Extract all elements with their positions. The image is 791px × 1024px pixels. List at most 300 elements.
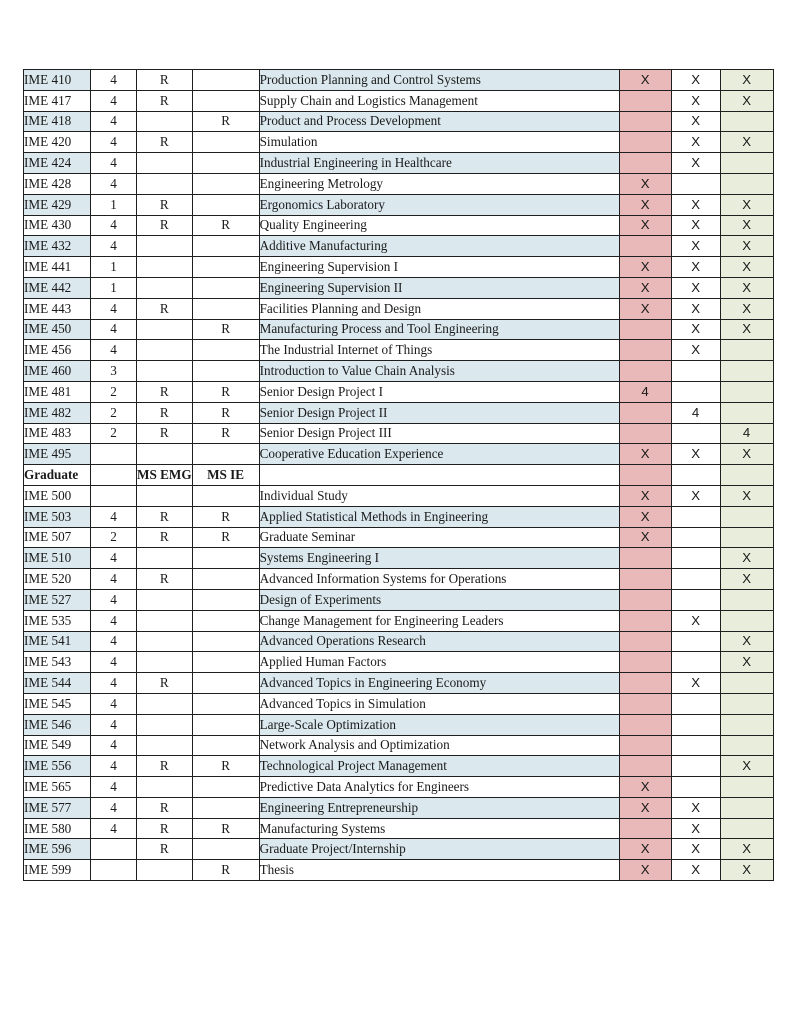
ms-ie-requirement	[192, 173, 259, 194]
graduate-header-row	[24, 465, 774, 486]
track-a-mark	[619, 111, 671, 132]
ms-emg-requirement	[137, 361, 193, 382]
ms-ie-requirement	[192, 90, 259, 111]
course-row	[24, 319, 774, 340]
ms-ie-requirement	[192, 132, 259, 153]
course-row	[24, 298, 774, 319]
ms-emg-requirement: R	[137, 569, 193, 590]
course-row	[24, 756, 774, 777]
course-code: IME 432	[24, 236, 91, 257]
track-b-mark: X	[671, 319, 720, 340]
track-a-mark: X	[619, 70, 671, 91]
course-row	[24, 111, 774, 132]
track-b-mark	[671, 631, 720, 652]
course-code: IME 500	[24, 485, 91, 506]
track-c-mark: X	[720, 298, 773, 319]
course-credits: 4	[91, 548, 137, 569]
ms-ie-requirement	[192, 153, 259, 174]
course-credits: 3	[91, 361, 137, 382]
ms-emg-requirement	[137, 548, 193, 569]
track-b-mark	[671, 777, 720, 798]
course-row	[24, 423, 774, 444]
course-title: Graduate Seminar	[259, 527, 619, 548]
course-row	[24, 485, 774, 506]
course-code: IME 556	[24, 756, 91, 777]
ms-ie-requirement: R	[192, 818, 259, 839]
track-a-mark	[619, 402, 671, 423]
ms-emg-requirement	[137, 693, 193, 714]
track-c-mark: X	[720, 756, 773, 777]
ms-emg-requirement: R	[137, 194, 193, 215]
ms-emg-requirement: R	[137, 423, 193, 444]
graduate-header-col-b	[671, 465, 720, 486]
graduate-header-title	[259, 465, 619, 486]
track-b-mark: X	[671, 90, 720, 111]
course-row	[24, 527, 774, 548]
ms-ie-requirement	[192, 797, 259, 818]
ms-ie-requirement: R	[192, 215, 259, 236]
course-title: Systems Engineering I	[259, 548, 619, 569]
track-a-mark	[619, 610, 671, 631]
upper-division-rows	[24, 70, 774, 465]
course-credits: 4	[91, 693, 137, 714]
ms-emg-requirement	[137, 610, 193, 631]
course-code: IME 483	[24, 423, 91, 444]
course-credits: 2	[91, 381, 137, 402]
ms-emg-requirement	[137, 111, 193, 132]
track-b-mark	[671, 506, 720, 527]
track-b-mark: X	[671, 277, 720, 298]
graduate-header-col-a	[619, 465, 671, 486]
track-c-mark: X	[720, 548, 773, 569]
course-credits: 1	[91, 194, 137, 215]
course-row	[24, 173, 774, 194]
ms-ie-requirement	[192, 714, 259, 735]
course-code: IME 546	[24, 714, 91, 735]
course-title: Predictive Data Analytics for Engineers	[259, 777, 619, 798]
course-row	[24, 652, 774, 673]
ms-ie-header: MS IE	[192, 465, 259, 486]
track-b-mark: X	[671, 444, 720, 465]
course-credits: 2	[91, 423, 137, 444]
track-a-mark: X	[619, 173, 671, 194]
ms-emg-requirement: R	[137, 797, 193, 818]
course-code: IME 443	[24, 298, 91, 319]
ms-ie-requirement	[192, 548, 259, 569]
track-b-mark: X	[671, 818, 720, 839]
course-title: Technological Project Management	[259, 756, 619, 777]
track-c-mark	[720, 673, 773, 694]
course-credits: 4	[91, 714, 137, 735]
ms-ie-requirement	[192, 777, 259, 798]
graduate-header-col-c	[720, 465, 773, 486]
course-credits: 4	[91, 90, 137, 111]
ms-ie-requirement: R	[192, 111, 259, 132]
track-b-mark: X	[671, 860, 720, 881]
track-c-mark: X	[720, 319, 773, 340]
course-row	[24, 444, 774, 465]
track-c-mark: X	[720, 839, 773, 860]
ms-ie-requirement	[192, 298, 259, 319]
track-a-mark	[619, 589, 671, 610]
course-row	[24, 257, 774, 278]
track-b-mark: X	[671, 236, 720, 257]
ms-emg-header: MS EMG	[137, 465, 193, 486]
track-c-mark	[720, 527, 773, 548]
course-credits: 4	[91, 673, 137, 694]
course-title: The Industrial Internet of Things	[259, 340, 619, 361]
course-row	[24, 194, 774, 215]
course-row	[24, 381, 774, 402]
ms-ie-requirement	[192, 610, 259, 631]
ms-ie-requirement: R	[192, 527, 259, 548]
ms-emg-requirement	[137, 257, 193, 278]
course-title: Advanced Topics in Simulation	[259, 693, 619, 714]
ms-emg-requirement	[137, 277, 193, 298]
track-a-mark	[619, 569, 671, 590]
ms-emg-requirement	[137, 860, 193, 881]
course-title: Engineering Supervision I	[259, 257, 619, 278]
track-a-mark: X	[619, 444, 671, 465]
ms-emg-requirement: R	[137, 506, 193, 527]
course-credits: 4	[91, 777, 137, 798]
track-b-mark	[671, 548, 720, 569]
ms-ie-requirement: R	[192, 402, 259, 423]
course-title: Network Analysis and Optimization	[259, 735, 619, 756]
track-c-mark: X	[720, 444, 773, 465]
course-title: Ergonomics Laboratory	[259, 194, 619, 215]
track-b-mark: X	[671, 194, 720, 215]
track-a-mark	[619, 756, 671, 777]
ms-emg-requirement: R	[137, 298, 193, 319]
course-title: Engineering Entrepreneurship	[259, 797, 619, 818]
track-b-mark	[671, 423, 720, 444]
track-a-mark: X	[619, 527, 671, 548]
ms-ie-requirement: R	[192, 319, 259, 340]
track-c-mark	[720, 610, 773, 631]
course-code: IME 596	[24, 839, 91, 860]
track-a-mark	[619, 714, 671, 735]
ms-emg-requirement	[137, 589, 193, 610]
ms-emg-requirement: R	[137, 402, 193, 423]
course-credits: 4	[91, 215, 137, 236]
course-row	[24, 673, 774, 694]
course-title: Change Management for Engineering Leaders	[259, 610, 619, 631]
track-c-mark	[720, 714, 773, 735]
ms-ie-requirement	[192, 485, 259, 506]
course-title: Advanced Operations Research	[259, 631, 619, 652]
course-credits: 4	[91, 132, 137, 153]
ms-ie-requirement	[192, 652, 259, 673]
ms-emg-requirement: R	[137, 818, 193, 839]
course-code: IME 545	[24, 693, 91, 714]
ms-emg-requirement	[137, 714, 193, 735]
course-row	[24, 860, 774, 881]
course-credits: 4	[91, 340, 137, 361]
course-credits: 4	[91, 111, 137, 132]
graduate-header-section	[24, 465, 774, 486]
ms-ie-requirement	[192, 361, 259, 382]
track-a-mark	[619, 319, 671, 340]
track-b-mark	[671, 589, 720, 610]
course-code: IME 527	[24, 589, 91, 610]
track-a-mark	[619, 236, 671, 257]
track-c-mark: X	[720, 277, 773, 298]
course-code: IME 424	[24, 153, 91, 174]
course-code: IME 565	[24, 777, 91, 798]
course-row	[24, 839, 774, 860]
track-b-mark: X	[671, 340, 720, 361]
course-title: Additive Manufacturing	[259, 236, 619, 257]
track-c-mark: X	[720, 70, 773, 91]
course-code: IME 510	[24, 548, 91, 569]
ms-emg-requirement: R	[137, 381, 193, 402]
ms-ie-requirement	[192, 839, 259, 860]
ms-ie-requirement: R	[192, 381, 259, 402]
ms-ie-requirement: R	[192, 860, 259, 881]
ms-emg-requirement	[137, 236, 193, 257]
ms-ie-requirement	[192, 340, 259, 361]
course-credits: 4	[91, 735, 137, 756]
course-title: Industrial Engineering in Healthcare	[259, 153, 619, 174]
course-code: IME 481	[24, 381, 91, 402]
course-row	[24, 631, 774, 652]
course-row	[24, 818, 774, 839]
course-title: Manufacturing Process and Tool Engineering	[259, 319, 619, 340]
ms-ie-requirement	[192, 257, 259, 278]
track-b-mark: X	[671, 215, 720, 236]
ms-ie-requirement	[192, 236, 259, 257]
course-credits: 2	[91, 402, 137, 423]
track-a-mark: X	[619, 257, 671, 278]
ms-emg-requirement: R	[137, 673, 193, 694]
course-title: Applied Human Factors	[259, 652, 619, 673]
ms-ie-requirement	[192, 735, 259, 756]
course-title: Large-Scale Optimization	[259, 714, 619, 735]
track-c-mark: X	[720, 90, 773, 111]
track-b-mark: X	[671, 111, 720, 132]
course-code: IME 520	[24, 569, 91, 590]
course-credits: 4	[91, 506, 137, 527]
course-credits: 4	[91, 631, 137, 652]
track-b-mark	[671, 652, 720, 673]
course-credits: 4	[91, 319, 137, 340]
course-code: IME 495	[24, 444, 91, 465]
ms-emg-requirement: R	[137, 215, 193, 236]
track-c-mark: X	[720, 485, 773, 506]
track-b-mark	[671, 173, 720, 194]
ms-ie-requirement	[192, 569, 259, 590]
track-c-mark: X	[720, 569, 773, 590]
track-c-mark	[720, 111, 773, 132]
course-credits	[91, 860, 137, 881]
course-row	[24, 277, 774, 298]
course-code: IME 418	[24, 111, 91, 132]
course-title: Manufacturing Systems	[259, 818, 619, 839]
track-c-mark: X	[720, 215, 773, 236]
course-row	[24, 777, 774, 798]
track-a-mark	[619, 423, 671, 444]
course-title: Supply Chain and Logistics Management	[259, 90, 619, 111]
track-c-mark: 4	[720, 423, 773, 444]
course-credits: 4	[91, 298, 137, 319]
track-c-mark	[720, 153, 773, 174]
course-title: Senior Design Project II	[259, 402, 619, 423]
track-c-mark	[720, 506, 773, 527]
course-credits: 4	[91, 569, 137, 590]
course-code: IME 599	[24, 860, 91, 881]
track-b-mark	[671, 381, 720, 402]
track-b-mark	[671, 693, 720, 714]
course-code: IME 544	[24, 673, 91, 694]
track-a-mark: X	[619, 277, 671, 298]
course-row	[24, 506, 774, 527]
track-a-mark: X	[619, 485, 671, 506]
course-title: Quality Engineering	[259, 215, 619, 236]
track-a-mark	[619, 652, 671, 673]
track-c-mark	[720, 693, 773, 714]
course-credits: 4	[91, 652, 137, 673]
track-c-mark: X	[720, 132, 773, 153]
track-a-mark: X	[619, 298, 671, 319]
course-credits: 4	[91, 797, 137, 818]
track-b-mark	[671, 735, 720, 756]
course-code: IME 410	[24, 70, 91, 91]
track-b-mark: X	[671, 132, 720, 153]
track-a-mark: X	[619, 506, 671, 527]
course-credits: 4	[91, 818, 137, 839]
track-a-mark: X	[619, 777, 671, 798]
ms-ie-requirement	[192, 693, 259, 714]
ms-ie-requirement	[192, 444, 259, 465]
course-title: Cooperative Education Experience	[259, 444, 619, 465]
track-c-mark	[720, 797, 773, 818]
course-title: Product and Process Development	[259, 111, 619, 132]
course-code: IME 543	[24, 652, 91, 673]
track-a-mark	[619, 631, 671, 652]
track-b-mark	[671, 527, 720, 548]
track-a-mark: X	[619, 194, 671, 215]
course-row	[24, 236, 774, 257]
track-b-mark: X	[671, 485, 720, 506]
course-row	[24, 215, 774, 236]
ms-emg-requirement	[137, 652, 193, 673]
track-b-mark: X	[671, 298, 720, 319]
ms-ie-requirement	[192, 589, 259, 610]
graduate-header-credits	[91, 465, 137, 486]
graduate-label: Graduate	[24, 465, 91, 486]
track-a-mark	[619, 693, 671, 714]
track-a-mark	[619, 361, 671, 382]
ms-emg-requirement: R	[137, 90, 193, 111]
course-row	[24, 693, 774, 714]
course-credits	[91, 485, 137, 506]
track-c-mark	[720, 777, 773, 798]
track-a-mark: 4	[619, 381, 671, 402]
course-row	[24, 735, 774, 756]
ms-ie-requirement	[192, 631, 259, 652]
track-a-mark: X	[619, 797, 671, 818]
ms-emg-requirement	[137, 735, 193, 756]
course-title: Advanced Topics in Engineering Economy	[259, 673, 619, 694]
course-code: IME 580	[24, 818, 91, 839]
track-a-mark: X	[619, 860, 671, 881]
course-row	[24, 361, 774, 382]
track-c-mark: X	[720, 236, 773, 257]
track-b-mark	[671, 714, 720, 735]
course-row	[24, 610, 774, 631]
course-row	[24, 90, 774, 111]
course-code: IME 507	[24, 527, 91, 548]
track-a-mark	[619, 735, 671, 756]
track-a-mark: X	[619, 839, 671, 860]
course-title: Introduction to Value Chain Analysis	[259, 361, 619, 382]
course-code: IME 429	[24, 194, 91, 215]
ms-emg-requirement	[137, 173, 193, 194]
ms-ie-requirement	[192, 277, 259, 298]
track-c-mark	[720, 402, 773, 423]
track-b-mark: X	[671, 257, 720, 278]
course-row	[24, 589, 774, 610]
track-b-mark	[671, 569, 720, 590]
ms-ie-requirement	[192, 70, 259, 91]
ms-ie-requirement: R	[192, 506, 259, 527]
track-c-mark: X	[720, 194, 773, 215]
track-b-mark: X	[671, 673, 720, 694]
track-a-mark	[619, 90, 671, 111]
track-b-mark	[671, 361, 720, 382]
course-table	[23, 69, 774, 881]
track-c-mark	[720, 818, 773, 839]
track-b-mark: X	[671, 610, 720, 631]
course-title: Individual Study	[259, 485, 619, 506]
course-title: Facilities Planning and Design	[259, 298, 619, 319]
track-a-mark	[619, 153, 671, 174]
course-credits: 4	[91, 153, 137, 174]
course-code: IME 417	[24, 90, 91, 111]
track-c-mark: X	[720, 652, 773, 673]
ms-emg-requirement	[137, 444, 193, 465]
ms-emg-requirement: R	[137, 756, 193, 777]
course-row	[24, 714, 774, 735]
course-row	[24, 340, 774, 361]
course-credits: 4	[91, 236, 137, 257]
track-b-mark: X	[671, 839, 720, 860]
ms-emg-requirement: R	[137, 70, 193, 91]
ms-emg-requirement	[137, 319, 193, 340]
track-a-mark	[619, 548, 671, 569]
course-code: IME 535	[24, 610, 91, 631]
track-c-mark: X	[720, 631, 773, 652]
course-credits: 4	[91, 589, 137, 610]
course-row	[24, 797, 774, 818]
track-c-mark	[720, 173, 773, 194]
ms-ie-requirement	[192, 673, 259, 694]
course-code: IME 441	[24, 257, 91, 278]
track-c-mark	[720, 361, 773, 382]
course-title: Simulation	[259, 132, 619, 153]
track-c-mark: X	[720, 860, 773, 881]
course-code: IME 482	[24, 402, 91, 423]
course-row	[24, 153, 774, 174]
ms-emg-requirement	[137, 153, 193, 174]
ms-emg-requirement	[137, 777, 193, 798]
track-c-mark	[720, 340, 773, 361]
track-c-mark: X	[720, 257, 773, 278]
course-credits: 4	[91, 610, 137, 631]
course-code: IME 541	[24, 631, 91, 652]
course-code: IME 549	[24, 735, 91, 756]
